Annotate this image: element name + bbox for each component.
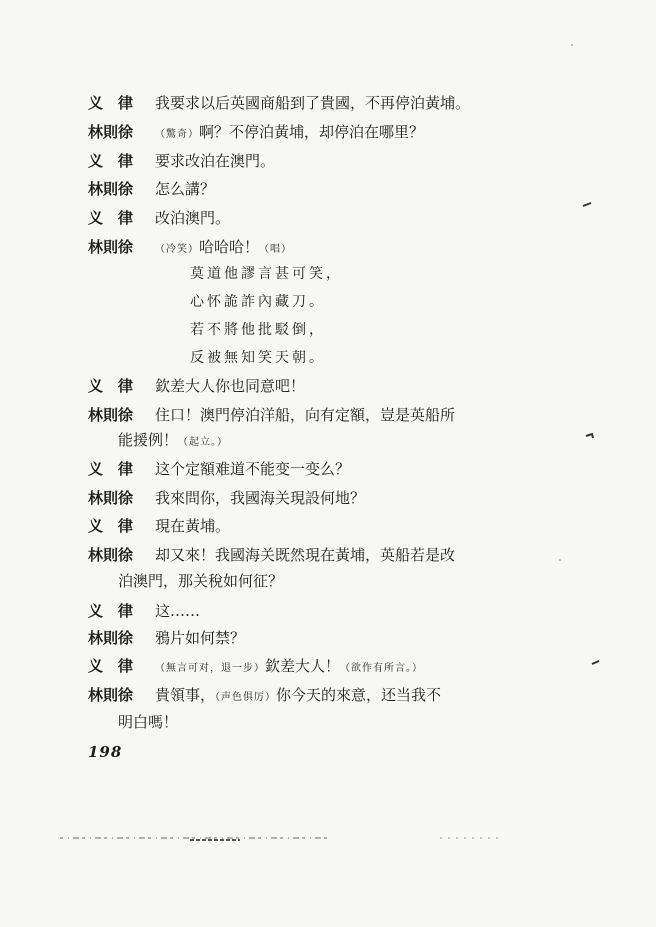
dialogue-text: 这个定額难道不能变一变么？ (155, 460, 351, 478)
speaker-name: 义 律 (88, 152, 134, 170)
speaker-name: 义 律 (88, 209, 134, 227)
scan-speck (559, 559, 561, 561)
dialogue-text: 这…… (155, 602, 201, 620)
dialogue-text: 我來問你，我國海关現設何地？ (155, 489, 366, 507)
dialogue-text: 你今天的來意，还当我不 (276, 686, 442, 704)
speaker-name: 林則徐 (88, 489, 134, 507)
verse-line: 心怀詭詐內藏刀。 (190, 294, 326, 310)
dialogue-text: 鴉片如何禁？ (155, 629, 246, 647)
dialogue-text: 改泊澳門。 (155, 209, 231, 227)
scan-speck (592, 661, 599, 664)
dialogue-text: 能援例！ (118, 431, 179, 449)
dialogue-text: 欽差大人！ (265, 657, 341, 675)
dialogue-text: 泊澳門，那关稅如何征？ (118, 572, 284, 590)
speaker-name: 林則徐 (88, 180, 134, 198)
dialogue-text: 却又來！我國海关既然現在黃埔，英船若是改 (155, 546, 456, 564)
dialogue-text: 我要求以后英國商船到了貴國，不再停泊黃埔。 (155, 94, 471, 112)
dialogue-text: 啊？不停泊黃埔，却停泊在哪里？ (199, 123, 425, 141)
speaker-name: 林則徐 (88, 686, 134, 704)
page-number: 198 (88, 743, 123, 761)
speaker-name: 义 律 (88, 377, 134, 395)
dialogue-text: 哈哈哈！ (199, 238, 260, 256)
verse-line: 莫道他謬言甚可笑， (190, 266, 343, 282)
speaker-name: 林則徐 (88, 546, 134, 564)
speaker-name: 义 律 (88, 94, 134, 112)
stage-direction: （唱） (259, 244, 293, 255)
speaker-name: 义 律 (88, 602, 134, 620)
dialogue-text: 現在黃埔。 (155, 517, 231, 535)
verse-line: 反被無知笑天朝。 (190, 350, 326, 366)
dialogue-text: 貴領事， (155, 686, 216, 704)
dialogue-text: 欽差大人你也同意吧！ (155, 377, 306, 395)
scan-speck (571, 44, 573, 46)
dialogue-text: 怎么講？ (155, 180, 216, 198)
stage-direction: （驚奇） (155, 129, 199, 140)
speaker-name: 义 律 (88, 460, 134, 478)
stage-direction: （冷笑） (155, 244, 199, 255)
speaker-name: 义 律 (88, 517, 134, 535)
speaker-name: 林則徐 (88, 406, 134, 424)
scan-speck (583, 203, 591, 206)
verse-line: 若不將他批駁倒， (190, 322, 326, 338)
stage-direction: （声色俱厉） (215, 692, 277, 703)
scan-speck (586, 434, 593, 438)
stage-direction: （無言可对，退一步） (155, 663, 265, 674)
stage-direction: （起立。） (178, 437, 229, 448)
dialogue-text: 要求改泊在澳門。 (155, 152, 276, 170)
dialogue-text: 明白嗎！ (118, 713, 179, 731)
stage-direction: （欲作有所言。） (340, 663, 424, 674)
dialogue-text: 住口！澳門停泊洋船，向有定額，豈是英船所 (155, 406, 456, 424)
speaker-name: 林則徐 (88, 629, 134, 647)
speaker-name: 林則徐 (88, 238, 134, 256)
speaker-name: 义 律 (88, 657, 134, 675)
speaker-name: 林則徐 (88, 123, 134, 141)
